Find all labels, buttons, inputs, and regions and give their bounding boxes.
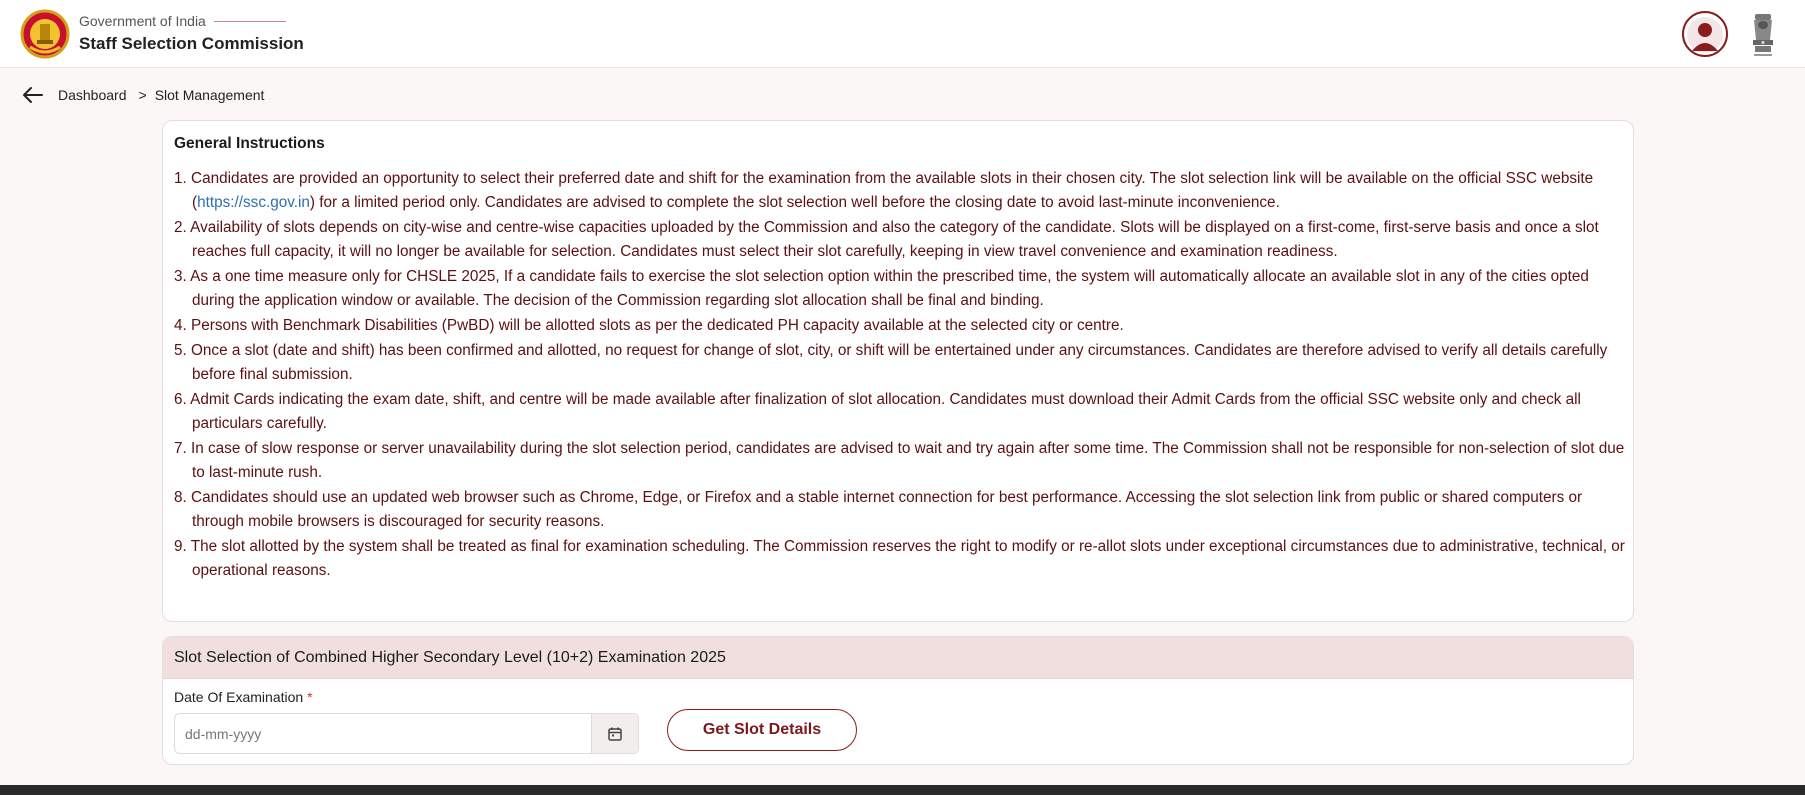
instructions-title: General Instructions [174, 135, 325, 152]
date-of-examination-input[interactable] [175, 714, 593, 753]
instruction-number: 2. [174, 219, 187, 236]
breadcrumb-current: Slot Management [154, 87, 265, 103]
calendar-icon [607, 726, 623, 742]
instruction-text: Once a slot (date and shift) has been confirmed and allotted, no request for change of slot, city, or shift will be entertained under any circumstances. Candidates are therefore advised to verify all details carefully before final submission. [191, 342, 1608, 383]
instruction-number: 7. [174, 440, 187, 457]
user-avatar-icon[interactable] [1682, 11, 1728, 57]
instruction-number: 3. [174, 268, 187, 285]
instructions-card [162, 120, 1634, 622]
slot-selection-card [162, 636, 1634, 765]
instruction-number: 8. [174, 489, 187, 506]
instruction-text: Candidates are provided an opportunity to select their preferred date and shift for the examination from the available slots in their chosen city. The slot selection link will be available on the official SSC website ( [191, 170, 1594, 211]
ssc-logo-icon [20, 9, 70, 59]
instruction-item [174, 437, 1626, 485]
date-label-text: Date Of Examination [174, 689, 304, 705]
instruction-text: ) for a limited period only. Candidates are advised to complete the slot selection well before the closing date to avoid last-minute inconvenience. [309, 194, 1280, 211]
national-emblem-icon [1748, 10, 1778, 60]
arrow-left-icon[interactable] [22, 86, 44, 104]
brand-divider [214, 21, 286, 22]
date-of-examination-label [174, 689, 313, 705]
calendar-button[interactable] [591, 714, 638, 753]
ssc-website-link[interactable]: https://ssc.gov.in [197, 194, 310, 211]
breadcrumb-dashboard-link[interactable]: Dashboard [58, 87, 127, 103]
instruction-text: Availability of slots depends on city-wise and centre-wise capacities uploaded by the Commission and also the category of the candidate. Slots will be displayed on a first-come, first-serve basis and once a slot reaches full capacity, it will no longer be available for selection. Candidates must select their slot carefully, keeping in view travel convenience and examination readiness. [190, 219, 1599, 260]
instruction-item [174, 339, 1626, 387]
instruction-item [174, 314, 1626, 338]
required-asterisk: * [307, 689, 313, 705]
top-header [0, 0, 1805, 68]
instruction-text: The slot allotted by the system shall be treated as final for examination scheduling. The Commission reserves the right to modify or re-allot slots under exceptional circumstances due to administrative, technical, or operational reasons. [190, 538, 1625, 579]
instruction-item [174, 388, 1626, 436]
instruction-text: As a one time measure only for CHSLE 2025, If a candidate fails to exercise the slot selection option within the prescribed time, the system will automatically allocate an available slot in any of the cities opted during the application window or available. The decision of the Commission regarding slot allocation shall be final and binding. [190, 268, 1589, 309]
instruction-number: 9. [174, 538, 187, 555]
instruction-text: Admit Cards indicating the exam date, shift, and centre will be made available after finalization of slot allocation. Candidates must download their Admit Cards from the official SSC website only and check all particulars carefully. [190, 391, 1581, 432]
footer-bar [0, 785, 1805, 795]
instruction-item [174, 265, 1626, 313]
instructions-list [174, 167, 1626, 584]
slot-selection-heading: Slot Selection of Combined Higher Secondary Level (10+2) Examination 2025 [163, 637, 1633, 679]
org-line [79, 13, 286, 29]
get-slot-details-button[interactable]: Get Slot Details [667, 709, 857, 751]
instruction-number: 5. [174, 342, 187, 359]
instruction-text: Candidates should use an updated web browser such as Chrome, Edge, or Firefox and a stable internet connection for best performance. Accessing the slot selection link from public or shared computers or through mobile browsers is discouraged for security reasons. [191, 489, 1583, 530]
instruction-number: 6. [174, 391, 187, 408]
org-line-text: Government of India [79, 13, 206, 29]
breadcrumb-separator: > [138, 87, 147, 103]
instruction-text: In case of slow response or server unavailability during the slot selection period, candidates are advised to wait and try again after some time. The Commission shall not be responsible for non-selection of slot due to last-minute rush. [191, 440, 1625, 481]
instruction-item [174, 167, 1626, 215]
instruction-text: Persons with Benchmark Disabilities (PwBD) will be allotted slots as per the dedicated PH capacity available at the selected city or centre. [191, 317, 1124, 334]
instruction-number: 1. [174, 170, 187, 187]
instruction-item [174, 216, 1626, 264]
date-field [174, 713, 639, 754]
org-name: Staff Selection Commission [79, 34, 304, 53]
instruction-item [174, 486, 1626, 534]
instruction-item [174, 535, 1626, 583]
instruction-number: 4. [174, 317, 187, 334]
breadcrumb [22, 84, 264, 106]
avatar-glyph-icon [1684, 13, 1728, 57]
